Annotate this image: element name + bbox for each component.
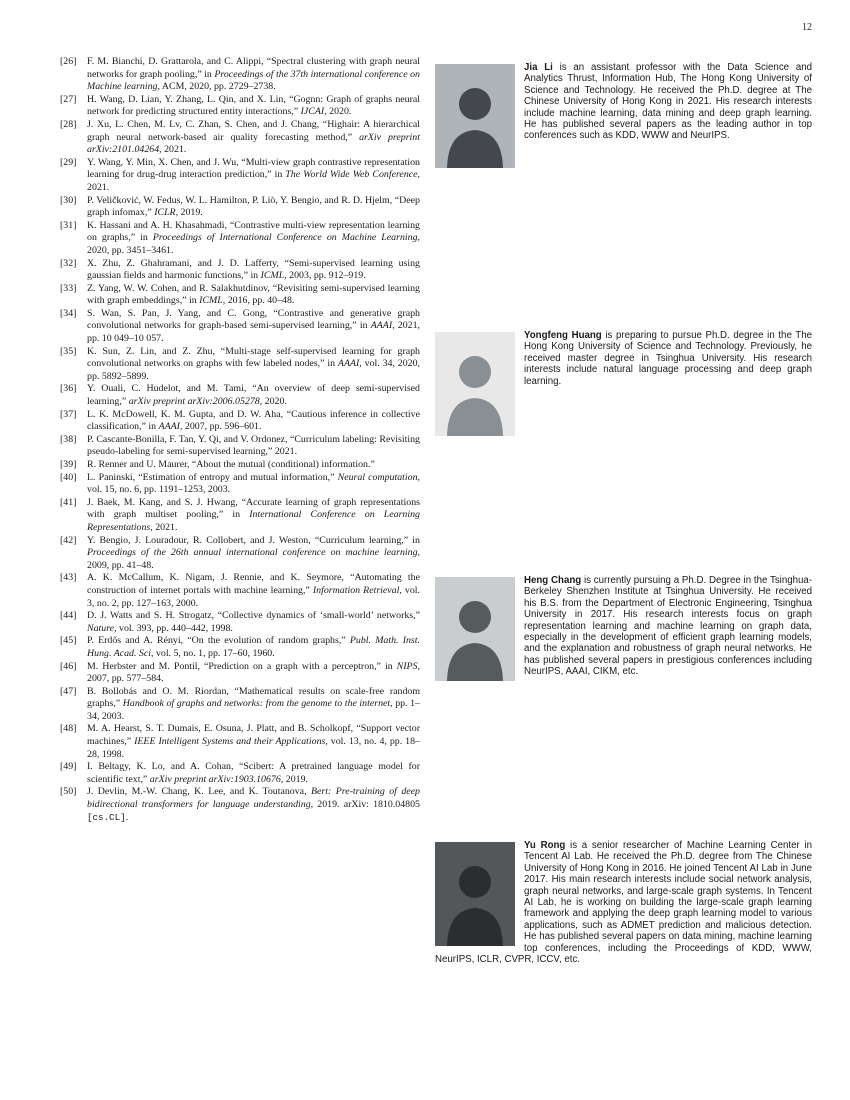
reference-text: B. Bollobás and O. M. Riordan, “Mathematical results on scale-free random graphs,” Handbook of graphs and networks: from the genome to the internet, pp. 1–34, 2003. <box>87 685 420 722</box>
reference-number: [48] <box>60 723 77 735</box>
reference-number: [42] <box>60 534 77 546</box>
reference-text: S. Wan, S. Pan, J. Yang, and C. Gong, “Contrastive and generative graph convolutional networks for graph-based semi-supervised learning,” in AAAI, 2021, pp. 10 049–10 057. <box>87 307 420 345</box>
reference-text: P. Cascante-Bonilla, F. Tan, Y. Qi, and V. Ordonez, “Curriculum labeling: Revisiting pseudo-labeling for semi-supervised learning,” 2021. <box>87 433 420 458</box>
reference-text: L. Paninski, “Estimation of entropy and mutual information,” Neural computation, vol. 15, no. 6, pp. 1191–1253, 2003. <box>87 471 420 496</box>
reference-number: [35] <box>60 345 77 357</box>
reference-number: [29] <box>60 156 77 168</box>
reference-item <box>60 195 420 220</box>
references-column <box>60 56 420 824</box>
reference-text: M. Herbster and M. Pontil, “Prediction on a graph with a perceptron,” in NIPS, 2007, pp. 577–584. <box>87 660 420 685</box>
author-photo <box>435 64 515 168</box>
reference-item <box>60 258 420 283</box>
reference-text: D. J. Watts and S. H. Strogatz, “Collective dynamics of ‘small-world’ networks,” Nature, vol. 393, pp. 440–442, 1998. <box>87 610 420 634</box>
reference-item <box>60 157 420 195</box>
reference-number: [45] <box>60 635 77 647</box>
reference-number: [43] <box>60 572 77 584</box>
author-name: Yongfeng Huang <box>524 330 602 341</box>
reference-item <box>60 786 420 824</box>
reference-text: Y. Bengio, J. Louradour, R. Collobert, and J. Weston, “Curriculum learning,” in Proceedings of the 26th annual international conference on machine learning, 2009, pp. 41–48. <box>87 534 420 571</box>
reference-number: [50] <box>60 786 77 798</box>
reference-text: H. Wang, D. Lian, Y. Zhang, L. Qin, and X. Lin, “Gognn: Graph of graphs neural network for predicting structured entity interactions,” IJCAI, 2020. <box>87 93 420 118</box>
reference-item <box>60 308 420 346</box>
person-silhouette-icon <box>435 577 515 681</box>
reference-item <box>60 635 420 660</box>
author-bio-text: is preparing to pursue Ph.D. degree in the The Hong Kong University of Science and Technology. Previously, he received master degree in Tsinghua University. His research interests include natural language processing and deep graph learning. <box>524 330 812 387</box>
author-biography <box>435 62 812 171</box>
reference-text: F. M. Bianchi, D. Grattarola, and C. Alippi, “Spectral clustering with graph neural networks for graph pooling,” in Proceedings of the 37th international conference on Machine learning, ACM, 2020, pp. 2729–2738. <box>87 56 420 93</box>
reference-number: [28] <box>60 118 77 130</box>
reference-item <box>60 283 420 308</box>
author-photo <box>435 842 515 946</box>
reference-list <box>60 56 420 824</box>
reference-number: [46] <box>60 660 77 672</box>
reference-item <box>60 472 420 497</box>
author-bio-text: is currently pursuing a Ph.D. Degree in the Tsinghua-Berkeley Shenzhen Institute at Tsinghua University. He received his B.S. from the Department of Electronic Engineering, Tsinghua University in 2017. His research interests focus on graph representation learning and machine learning on graph data, especially in the development of efficient graph learning models, and the explanation and robustness of graph neural networks. He has published several papers in prestigious conferences including NeurIPS, AAAI, CIKM, etc. <box>524 575 812 678</box>
reference-text: J. Xu, L. Chen, M. Lv, C. Zhan, S. Chen, and J. Chang, “Highair: A hierarchical graph neural network-based air quality forecasting method,” arXiv preprint arXiv:2101.04264, 2021. <box>87 118 420 156</box>
reference-item <box>60 56 420 94</box>
reference-number: [33] <box>60 282 77 294</box>
author-biography <box>435 575 812 684</box>
reference-item <box>60 686 420 724</box>
reference-number: [41] <box>60 496 77 508</box>
reference-text: J. Baek, M. Kang, and S. J. Hwang, “Accurate learning of graph representations with graph multiset pooling,” in International Conference on Learning Representations, 2021. <box>87 496 420 533</box>
reference-number: [34] <box>60 307 77 319</box>
author-biography <box>435 330 812 439</box>
reference-number: [37] <box>60 408 77 420</box>
reference-number: [49] <box>60 761 77 773</box>
reference-text: Y. Wang, Y. Min, X. Chen, and J. Wu, “Multi-view graph contrastive representation learning for drug-drug interaction prediction,” in The World Wide Web Conference, 2021. <box>87 156 420 193</box>
reference-item <box>60 761 420 786</box>
reference-item <box>60 572 420 610</box>
author-bio-text: is a senior researcher of Machine Learning Center in Tencent AI Lab. He received the Ph.D. degree from The Chinese University of Hong Kong in 2016. He joined Tencent AI Lab in June 2017. His main research interests include social network analysis, graph neural networks, and large-scale graph systems. In Tencent AI Lab, he is working on building the large-scale graph learning framework and applying the deep graph learning model to various applications, such as ADMET prediction and malicious detection. He has published several papers on data mining, machine learning top conferences, including the Proceedings of KDD, WWW, NeurIPS, ICLR, CVPR, ICCV, etc. <box>435 840 812 966</box>
reference-number: [47] <box>60 685 77 697</box>
person-silhouette-icon <box>435 842 515 946</box>
reference-item <box>60 434 420 459</box>
reference-number: [36] <box>60 383 77 395</box>
reference-text: I. Beltagy, K. Lo, and A. Cohan, “Scibert: A pretrained language model for scientific text,” arXiv preprint arXiv:1903.10676, 2019. <box>87 761 420 785</box>
person-silhouette-icon <box>435 64 515 168</box>
reference-item <box>60 723 420 761</box>
reference-text: J. Devlin, M.-W. Chang, K. Lee, and K. Toutanova, Bert: Pre-training of deep bidirectional transformers for language understanding, 2019. arXiv: 1810.04805 [cs.CL]. <box>87 786 420 823</box>
author-name: Jia Li <box>524 62 553 73</box>
person-silhouette-icon <box>435 332 515 436</box>
reference-number: [27] <box>60 93 77 105</box>
reference-item <box>60 535 420 573</box>
reference-text: K. Sun, Z. Lin, and Z. Zhu, “Multi-stage self-supervised learning for graph convolutional networks on graphs with few labeled nodes,” in AAAI, vol. 34, 2020, pp. 5892–5899. <box>87 345 420 382</box>
author-biography <box>435 840 812 965</box>
reference-text: A. K. McCallum, K. Nigam, J. Rennie, and K. Seymore, “Automating the construction of internet portals with machine learning,” Information Retrieval, vol. 3, no. 2, pp. 127–163, 2000. <box>87 572 421 609</box>
reference-text: Y. Ouali, C. Hudelot, and M. Tami, “An overview of deep semi-supervised learning,” arXiv preprint arXiv:2006.05278, 2020. <box>87 383 420 408</box>
reference-text: P. Veličković, W. Fedus, W. L. Hamilton, P. Liò, Y. Bengio, and R. D. Hjelm, “Deep graph infomax,” ICLR, 2019. <box>87 194 420 219</box>
reference-number: [26] <box>60 56 77 67</box>
reference-number: [44] <box>60 610 77 622</box>
reference-number: [39] <box>60 459 77 470</box>
reference-number: [30] <box>60 194 77 206</box>
reference-item <box>60 220 420 258</box>
reference-item <box>60 497 420 535</box>
reference-text: L. K. McDowell, K. M. Gupta, and D. W. Aha, “Cautious inference in collective classification,” in AAAI, 2007, pp. 596–601. <box>87 408 420 433</box>
reference-number: [40] <box>60 471 77 483</box>
reference-item <box>60 383 420 408</box>
reference-text: K. Hassani and A. H. Khasahmadi, “Contrastive multi-view representation learning on graphs,” in Proceedings of International Conference on Machine Learning, 2020, pp. 3451–3461. <box>87 219 420 256</box>
reference-item <box>60 661 420 686</box>
reference-number: [31] <box>60 219 77 231</box>
reference-text: R. Renner and U. Maurer, “About the mutual (conditional) information.” <box>87 459 375 470</box>
reference-item <box>60 346 420 384</box>
reference-item <box>60 119 420 157</box>
author-name: Heng Chang <box>524 575 582 586</box>
reference-text: Z. Yang, W. W. Cohen, and R. Salakhutdinov, “Revisiting semi-supervised learning with graph embeddings,” in ICML, 2016, pp. 40–48. <box>87 282 420 307</box>
reference-item <box>60 94 420 119</box>
reference-item <box>60 610 420 635</box>
reference-item <box>60 409 420 434</box>
author-name: Yu Rong <box>524 840 566 851</box>
reference-number: [38] <box>60 433 77 445</box>
reference-text: X. Zhu, Z. Ghahramani, and J. D. Lafferty, “Semi-supervised learning using gaussian fields and harmonic functions,” in ICML, 2003, pp. 912–919. <box>87 257 420 282</box>
author-photo <box>435 577 515 681</box>
reference-text: P. Erdős and A. Rényi, “On the evolution of random graphs,” Publ. Math. Inst. Hung. Acad. Sci, vol. 5, no. 1, pp. 17–60, 1960. <box>87 635 420 659</box>
author-photo <box>435 332 515 436</box>
reference-number: [32] <box>60 257 77 269</box>
reference-item <box>60 459 420 472</box>
author-bio-text: is an assistant professor with the Data Science and Analytics Thrust, Information Hub, The Hong Kong University of Science and Technology. He received the Ph.D. degree at The Chinese University of Hong Kong in 2021. His research interests include machine learning, data mining and deep graph learning. He has published several papers as the leading author in top conferences such as KDD, WWW and NeurIPS. <box>524 62 812 142</box>
page-number: 12 <box>802 22 812 33</box>
reference-text: M. A. Hearst, S. T. Dumais, E. Osuna, J. Platt, and B. Scholkopf, “Support vector machines,” IEEE Intelligent Systems and their Applications, vol. 13, no. 4, pp. 18–28, 1998. <box>87 723 420 760</box>
